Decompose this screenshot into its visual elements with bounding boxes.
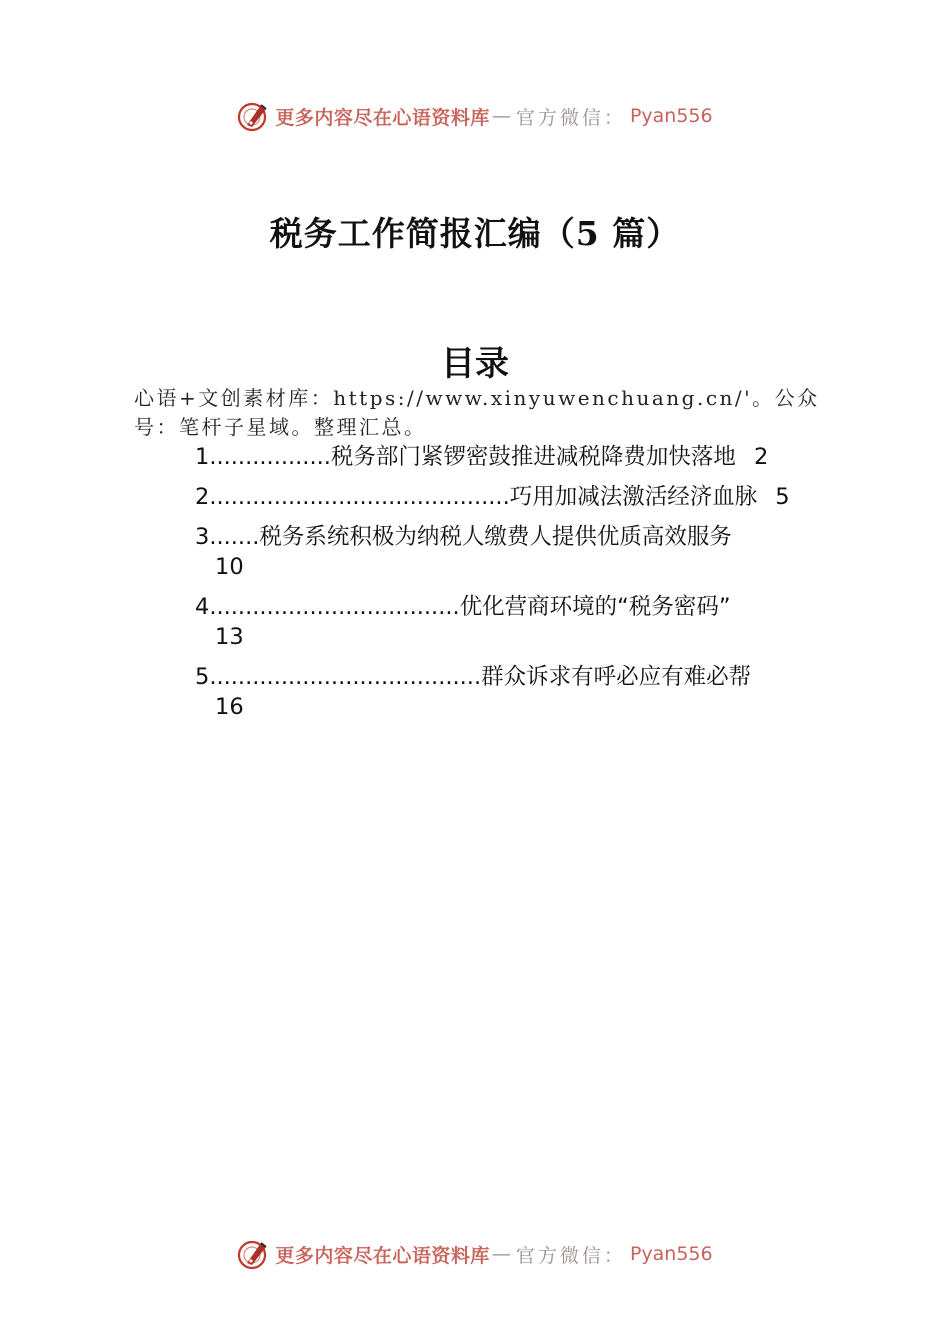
toc-entry-title: 巧用加减法激活经济血脉	[509, 484, 758, 510]
toc-entry-leader: .......	[209, 524, 260, 550]
toc-entry-page: 13	[215, 624, 244, 650]
pen-nib-logo-icon	[237, 1237, 271, 1271]
banner-wechat-id: Pyan556	[629, 1243, 713, 1265]
toc-entry-3[interactable]	[195, 522, 845, 582]
toc-entry-4[interactable]	[195, 592, 845, 652]
toc-entry-number: 3	[195, 524, 210, 550]
toc-entry-leader: .................	[209, 444, 331, 470]
toc-entry-5[interactable]	[195, 662, 845, 722]
toc-entry-page: 10	[215, 554, 244, 580]
toc-entry-number: 5	[195, 664, 210, 690]
header-banner	[0, 96, 950, 136]
banner-dash: —	[491, 105, 514, 127]
toc-entry-2[interactable]	[195, 482, 845, 512]
toc-entry-title: 优化营商环境的“税务密码”	[459, 594, 731, 620]
toc-entry-leader: ..........................................	[209, 484, 510, 510]
toc-entry-number: 4	[195, 594, 210, 620]
toc-entry-leader: ...................................	[209, 594, 460, 620]
footer-banner	[0, 1234, 950, 1274]
banner-wechat-id: Pyan556	[629, 105, 713, 127]
table-of-contents	[195, 442, 845, 732]
toc-entry-page: 5	[775, 484, 790, 510]
source-note: 心语+文创素材库：https://www.xinyuwenchuang.cn/'。公众号：笔杆子星域。整理汇总。	[134, 386, 820, 439]
banner-slogan: 更多内容尽在心语资料库	[275, 1244, 490, 1267]
toc-entry-leader: ......................................	[209, 664, 482, 690]
toc-heading: 目录	[441, 344, 509, 384]
banner-wechat-label: 官方微信：	[515, 1244, 626, 1267]
toc-entry-page: 16	[215, 694, 244, 720]
toc-entry-title: 税务系统积极为纳税人缴费人提供优质高效服务	[259, 524, 732, 550]
toc-entry-title: 群众诉求有呼必应有难必帮	[481, 664, 752, 690]
banner-dash: —	[491, 1243, 514, 1265]
toc-entry-page: 2	[753, 444, 769, 470]
banner-slogan: 更多内容尽在心语资料库	[275, 106, 490, 129]
toc-entry-1[interactable]	[195, 442, 845, 472]
document-title: 税务工作简报汇编（5 篇）	[269, 214, 681, 253]
toc-entry-title: 税务部门紧锣密鼓推进减税降费加快落地	[330, 444, 736, 470]
toc-entry-number: 2	[195, 484, 210, 510]
toc-entry-number: 1	[195, 444, 210, 470]
banner-wechat-label: 官方微信：	[515, 106, 626, 129]
pen-nib-logo-icon	[237, 99, 271, 133]
